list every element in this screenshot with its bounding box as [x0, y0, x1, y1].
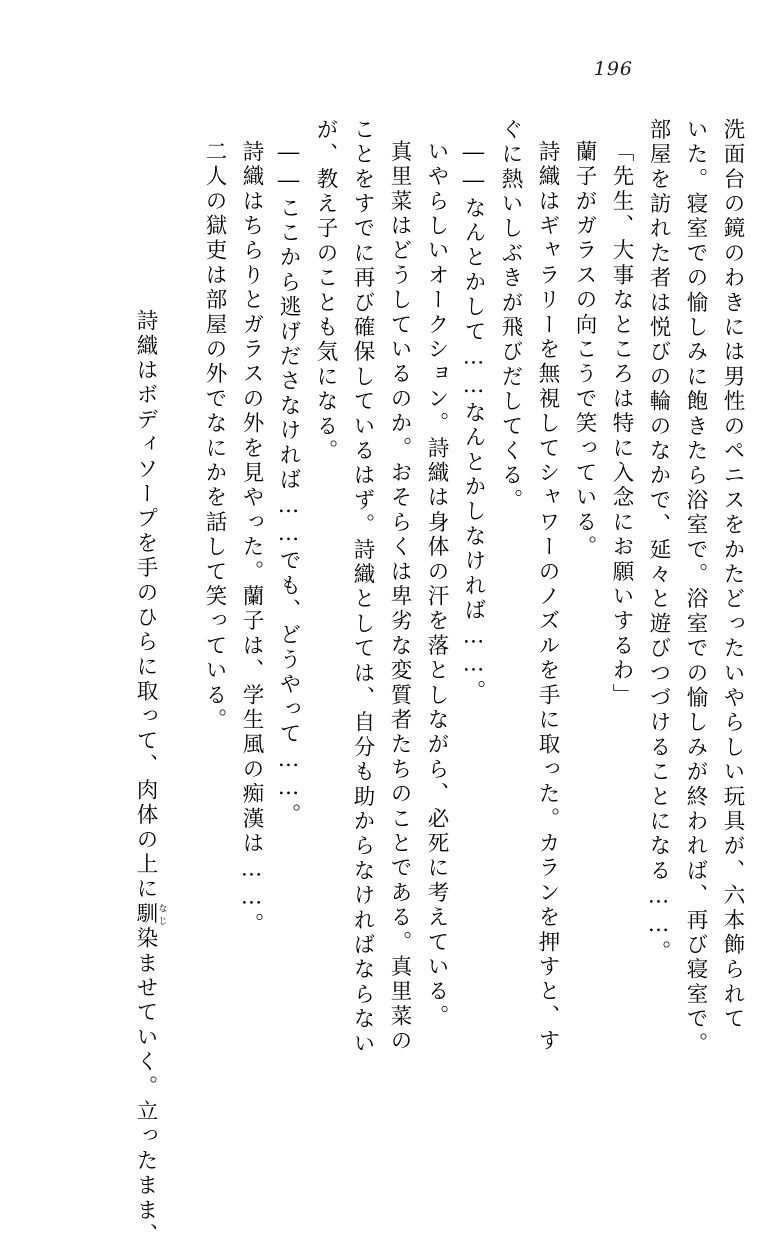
text-column: 「先生、大事なところは特に入念にお願いするわ」 [609, 140, 634, 709]
text-column-ruby-segment: 詩織はボディソープを手のひらに取って、肉体の上に馴なじ染ませていく。立ったまま、 [133, 309, 167, 1248]
text-column: ――ここから逃げださなければ……でも、どうやって……。 [276, 140, 301, 828]
text-column: 蘭子がガラスの向こうで笑っている。 [572, 140, 597, 560]
text-column: ――なんとかして……なんとかしなければ……。 [461, 140, 486, 705]
page-number: 196 [593, 58, 633, 80]
text-column: 二人の獄吏は部屋の外でなにかを話して笑っている。 [202, 140, 227, 733]
text-column: 詩織はちらりとガラスの外を見やった。蘭子は、学生風の痴漢は……。 [239, 140, 264, 938]
ruby-kanji: 馴なじ [133, 902, 167, 927]
text-column: 洗面台の鏡のわきには男性のペニスをかたどったいやらしい玩具が、六本飾られて [720, 118, 745, 1032]
text-column-with-ruby [133, 118, 188, 1248]
ruby-reading: なじ [156, 902, 167, 927]
text-column: ことをすでに再び確保しているはず。詩織としては、自分も助からなければならない [350, 118, 375, 1057]
text-column: 部屋を訪れた者は悦びの輪のなかで、延々と遊びつづけることになる……。 [646, 118, 671, 965]
text-column: が、教え子のことも気になる。 [313, 118, 338, 464]
text-column: いやらしいオークション。詩織は身体の汗を落としながら、必死に考えている。 [424, 140, 449, 1030]
text-column: ぐに熱いしぶきが飛びだしてくる。 [498, 118, 523, 514]
vertical-text-block [40, 118, 745, 1248]
text-column: いた。寝室での愉しみに飽きたら浴室で。浴室での愉しみが終われば、再び寝室で。 [683, 118, 708, 1057]
text-column: 真里菜はどうしているのか。おそらくは卑劣な変質者たちのことである。真里菜の [387, 140, 412, 1054]
text-column: 詩織はギャラリーを無視してシャワーのノズルを手に取った。カランを押すと、す [535, 140, 560, 1054]
